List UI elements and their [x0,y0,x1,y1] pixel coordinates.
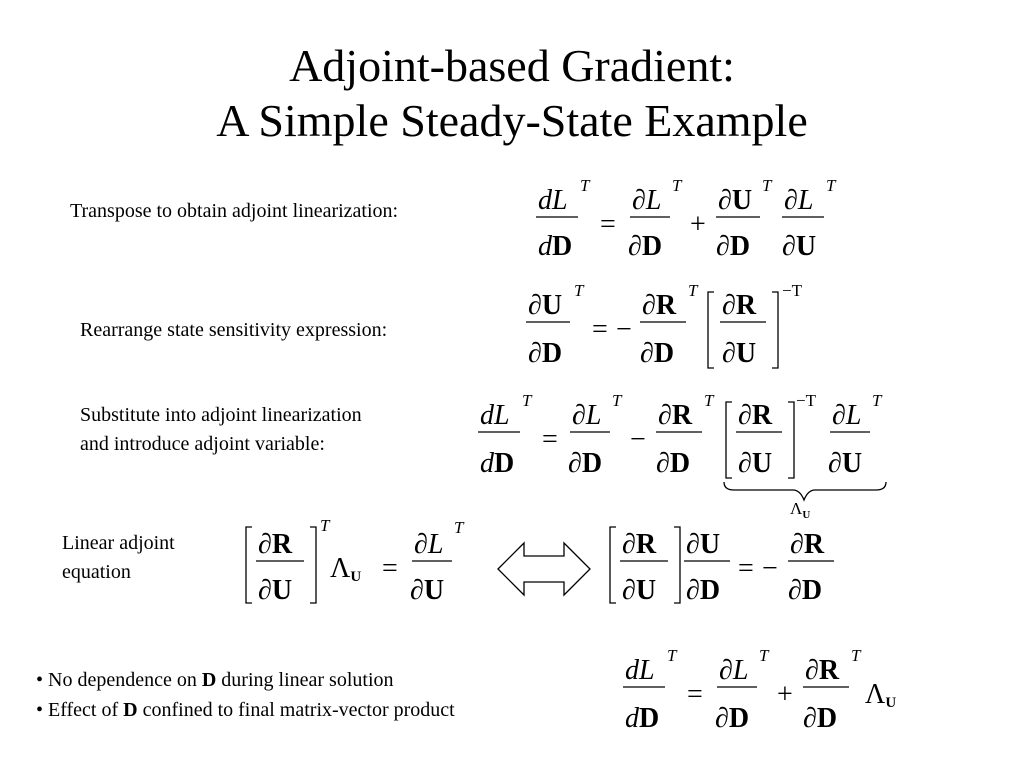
svg-text:T: T [454,518,464,537]
svg-text:T: T [672,176,682,195]
svg-text:∂D: ∂D [568,448,603,479]
svg-text:ΛU: ΛU [330,553,362,585]
svg-text:∂R: ∂R [790,529,825,560]
svg-text:T: T [574,281,584,300]
svg-text:∂D: ∂D [716,231,751,262]
svg-text:∂D: ∂D [803,703,838,734]
svg-text:−T: −T [796,391,816,410]
svg-text:∂U: ∂U [686,529,721,560]
svg-text:∂U: ∂U [622,575,657,606]
slide-title [0,38,1024,148]
svg-text:∂R: ∂R [805,655,840,686]
equation-linear-adjoint [236,515,476,610]
svg-text:T: T [612,391,622,410]
svg-text:T: T [688,281,698,300]
svg-text:=: = [600,209,616,240]
svg-text:T: T [759,646,769,665]
svg-text:=: = [738,553,754,584]
svg-text:∂D: ∂D [528,338,563,369]
svg-text:T: T [320,516,330,535]
svg-text:∂D: ∂D [640,338,675,369]
equation-rearrange [520,280,820,375]
svg-text:∂U: ∂U [410,575,445,606]
svg-text:=: = [382,553,398,584]
svg-text:∂U: ∂U [258,575,293,606]
svg-text:=: = [542,424,558,455]
svg-text:∂L: ∂L [414,529,444,560]
svg-text:T: T [826,176,836,195]
double-arrow-icon [494,538,594,600]
svg-text:∂U: ∂U [738,448,773,479]
bullet-list [36,665,455,725]
label-linear-adjoint [62,529,175,587]
svg-text:=: = [592,314,608,345]
title-line-2: A Simple Steady-State Example [216,95,808,146]
label-linear-adjoint-line-1: Linear adjoint [62,532,175,554]
svg-text:−: − [762,553,778,584]
svg-text:∂D: ∂D [715,703,750,734]
bullet-item: • No dependence on D during linear solution [36,669,394,691]
svg-text:dD: dD [625,703,660,734]
label-linear-adjoint-line-2: equation [62,561,131,583]
svg-text:T: T [580,176,590,195]
svg-text:−T: −T [782,281,802,300]
svg-text:∂L: ∂L [572,400,602,431]
svg-text:=: = [687,679,703,710]
svg-text:dD: dD [538,231,573,262]
svg-text:∂U: ∂U [528,290,563,321]
svg-text:∂R: ∂R [642,290,677,321]
svg-text:T: T [851,646,861,665]
svg-text:dL: dL [625,655,655,686]
svg-text:∂U: ∂U [828,448,863,479]
equation-substitute [470,390,900,520]
svg-text:∂U: ∂U [722,338,757,369]
svg-text:∂R: ∂R [722,290,757,321]
label-substitute [80,401,362,459]
equation-final-gradient [615,645,915,740]
svg-text:∂R: ∂R [622,529,657,560]
label-substitute-line-1: Substitute into adjoint linearization [80,404,362,426]
svg-text:∂D: ∂D [788,575,823,606]
label-rearrange: Rearrange state sensitivity expression: [80,319,388,341]
svg-text:∂L: ∂L [632,185,662,216]
svg-text:ΛU: ΛU [865,679,897,711]
svg-text:dL: dL [480,400,510,431]
svg-text:T: T [704,391,714,410]
bullet-item: • Effect of D confined to final matrix-vector product [36,699,455,721]
svg-text:T: T [522,391,532,410]
svg-text:dD: dD [480,448,515,479]
svg-text:∂U: ∂U [782,231,817,262]
svg-text:∂R: ∂R [658,400,693,431]
svg-text:∂R: ∂R [738,400,773,431]
label-substitute-line-2: and introduce adjoint variable: [80,433,325,455]
svg-text:−: − [616,314,632,345]
equation-equivalent [600,515,840,610]
svg-text:T: T [667,646,677,665]
svg-text:∂D: ∂D [686,575,721,606]
svg-text:∂L: ∂L [784,185,814,216]
svg-text:+: + [690,209,706,240]
equation-transpose [520,175,850,265]
underbrace [724,482,886,500]
label-transpose: Transpose to obtain adjoint linearization: [70,200,399,222]
svg-text:T: T [762,176,772,195]
svg-text:∂L: ∂L [832,400,862,431]
svg-text:dL: dL [538,185,568,216]
svg-text:∂U: ∂U [718,185,753,216]
svg-text:−: − [630,424,646,455]
svg-text:∂L: ∂L [719,655,749,686]
svg-text:∂D: ∂D [656,448,691,479]
svg-text:∂R: ∂R [258,529,293,560]
svg-text:ΛU: $\Lambda_U$ [790,499,811,521]
svg-text:∂D: ∂D [628,231,663,262]
svg-text:T: T [872,391,882,410]
svg-text:+: + [777,679,793,710]
title-line-1: Adjoint-based Gradient: [289,40,735,91]
